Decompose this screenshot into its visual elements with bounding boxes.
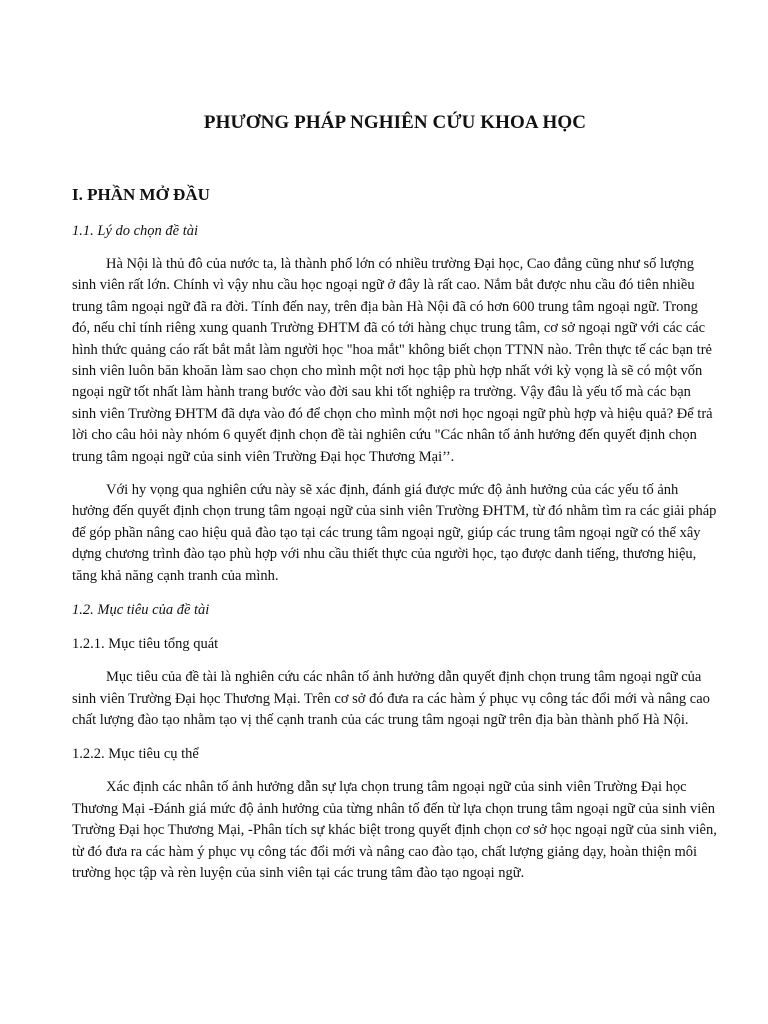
section-heading-introduction: I. PHẦN MỞ ĐẦU (72, 185, 210, 204)
paragraph-general-objective: Mục tiêu của đề tài là nghiên cứu các nhân tố ảnh hưởng dẫn quyết định chọn trung tâm ngoại ngữ của sinh viên Trường Đại học Thương Mại. Trên cơ sở đó đưa ra các hàm ý phục vụ công tác đổi mới và nâng cao chất lượng đào tạo nhằm tạo vị thế cạnh tranh của các trung tâm ngoại ngữ trên địa bàn thành phố Hà Nội. (72, 669, 710, 728)
subsection-heading-1-1: 1.1. Lý do chọn đề tài (72, 223, 199, 239)
paragraph-reason: Hà Nội là thủ đô của nước ta, là thành phố lớn có nhiều trường Đại học, Cao đẳng cũng như số lượng sinh viên rất lớn. Chính vì vậy nhu cầu học ngoại ngữ ở đây là rất cao. Nắm bắt được nhu cầu đó tiên nhiều trung tâm ngoại ngữ đã ra đời. Tính đến nay, trên địa bàn Hà Nội đã có hơn 600 trung tâm ngoại ngữ. Trong đó, nếu chỉ tính riêng xung quanh Trường ĐHTM đã có tới hàng chục trung tâm, cơ sở ngoại ngữ với các các hình thức quảng cáo rất bắt mắt làm người học "hoa mắt" không biết chọn TTNN nào. Trên thực tế các bạn trẻ sinh viên luôn băn khoăn làm sao chọn cho mình một nơi học tập phù hợp nhất với kỳ vọng là sẽ có một vốn ngoại ngữ tốt nhất làm hành trang bước vào đời sau khi tốt nghiệp ra trường. Vậy đâu là yếu tố mà các bạn sinh viên Trường ĐHTM đã dựa vào đó để chọn cho mình một nơi học ngoại ngữ phù hợp và hiệu quả? Để trả lời cho câu hỏi này nhóm 6 quyết định chọn đề tài nghiên cứu "Các nhân tố ảnh hưởng đến quyết định chọn trung tâm ngoại ngữ của sinh viên Trường Đại học Thương Mại’’. (72, 256, 713, 465)
subsection-heading-1-2: 1.2. Mục tiêu của đề tài (72, 602, 210, 619)
document-title: PHƯƠNG PHÁP NGHIÊN CỨU KHOA HỌC (203, 112, 587, 133)
subsection-heading-1-2-2: 1.2.2. Mục tiêu cụ thể (72, 746, 199, 763)
subsection-heading-1-2-1: 1.2.1. Mục tiêu tổng quát (72, 636, 219, 653)
paragraph-specific-objective: Xác định các nhân tố ảnh hưởng dẫn sự lựa chọn trung tâm ngoại ngữ của sinh viên Trường Đại học Thương Mại -Đánh giá mức độ ảnh hưởng của từng nhân tố đến từ lựa chọn trung tâm ngoại ngữ của sinh viên Trường Đại học Thương Mại, -Phân tích sự khác biệt trong quyết định chọn cơ sở học ngoại ngữ của sinh viên, từ đó đưa ra các hàm ý phục vụ công tác đổi mới và nâng cao đào tạo, chất lượng giảng dạy, hoàn thiện môi trường học tập và rèn luyện của sinh viên tại các trung tâm đào tạo ngoại ngữ. (72, 779, 717, 881)
paragraph-hope: Với hy vọng qua nghiên cứu này sẽ xác định, đánh giá được mức độ ảnh hưởng của các yếu tố ảnh hưởng đến quyết định chọn trung tâm ngoại ngữ của sinh viên Trường ĐHTM, từ đó nhằm tìm ra các giải pháp để góp phần nâng cao hiệu quả đào tạo tại các trung tâm ngoại ngữ, giúp các trung tâm ngoại ngữ có thể xây dựng chương trình đào tạo phù hợp với nhu cầu thiết thực của người học, tạo được danh tiếng, thương hiệu, tăng khả năng cạnh tranh của mình. (72, 482, 717, 584)
